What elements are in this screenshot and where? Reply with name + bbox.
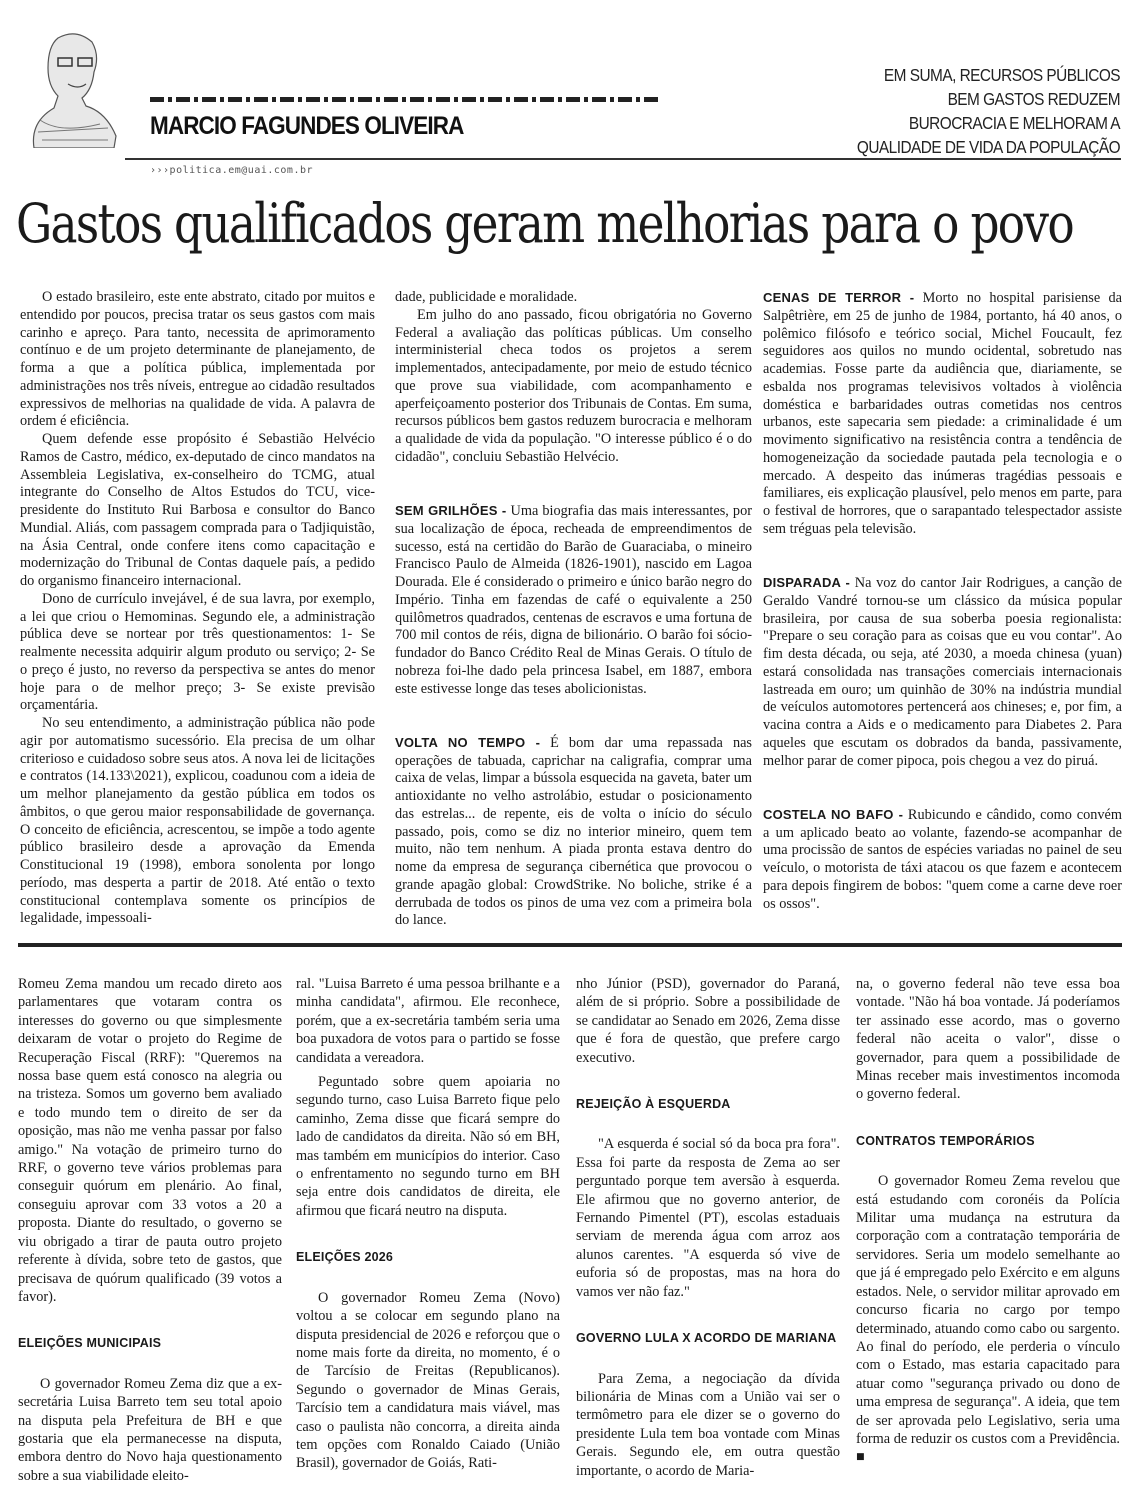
note-disparada	[763, 574, 1122, 770]
tagline-line: BUROCRACIA E MELHORAM A	[908, 113, 1120, 133]
tagline-line: QUALIDADE DE VIDA DA POPULAÇÃO	[856, 137, 1120, 157]
subheading: GOVERNO LULA X ACORDO DE MARIANA	[576, 1331, 837, 1346]
tagline-line: EM SUMA, RECURSOS PÚBLICOS	[883, 65, 1120, 85]
subheading: ELEIÇÕES 2026	[296, 1250, 394, 1265]
paragraph: Romeu Zema mandou um recado direto aos parlamentares que votaram contra os interesses do governo ou que simplesmente deixaram de votar o projeto do Regime de Recuperação Fiscal (RRF): "Queremos na nossa base quem está conosco na alegria ou na tristeza. Somos um governo bem avaliado e todo mundo tem o direito de ser da oposição, mas não me venha passar por falso amigo." Na votação de primeiro turno do RRF, o governo teve vários problemas para conseguir quórum em plenário. Ao final, conseguiu aprovar com 33 votos a 20 a proposta. Diante do resultado, o governo se viu obrigado a tirar de pauta outro projeto referente à dívida, sobre teto de gastos, que precisava de quórum qualificado (39 votos a favor).	[18, 976, 282, 1305]
note-cenas-de-terror	[763, 289, 1122, 539]
note-text: Na voz do cantor Jair Rodrigues, a canção de Geraldo Vandré tornou-se um clássico da música popular brasileira, por causa de sua soberba poesia regionalista: "Prepare o seu coração para as coisas que eu vou contar". Ao fim desta década, ou seja, até 2030, a moeda chinesa (yuan) estará consolidada nas transações comerciais internacionais lastreada em ouro; um quinhão de 30% na indústria mundial de veículos automotores pertencerá aos chineses; e, por fim, a vacina contra a Aids e o medicamento para Diabetes 2. Para aqueles que escutam os dobrados da banda, passivamente, melhor parar de comer pipoca, pois chegou a vez do piruá.	[763, 575, 1122, 769]
note-text: Morto no hospital parisiense da Salpêtrière, em 25 de junho de 1984, portanto, há 40 anos, o polêmico filósofo e teórico social, Michel Foucault, fez seguidores aos quilos no mundo ocidental, sobretudo nas academias. Fosse parte da audiência que, diariamente, se esbalda nos programas televisivos voltados à violência doméstica e barbaridades outras cometidas nos centros urbanos, este sapecaria sem piedade: a criminalidade é um movimento significativo na resistência contra a tendência de homogeneização da sociedade pautada pela tecnologia e o mercado. A despeito das inúmeras tragédias pessoais e familiares, eis explicação plausível, pelo menos em parte, para o festival de horrores, que o sarapantado telespectador assiste sem tréguas pela televisão.	[763, 290, 1122, 537]
paragraph: ral. "Luisa Barreto é uma pessoa brilhante e a minha candidata", afirmou. Ele reconhece, porém, que a ex-secretária também seria uma boa puxadora de votos para o partido se fosse candidata a vereadora.	[296, 976, 560, 1066]
paragraph: "A esquerda é social só da boca pra fora". Essa foi parte da resposta de Zema ao ser perguntado porque tem aversão à esquerda. Ele afirmou que no governo anterior, de Fernando Pimentel (PT), escolas estaduais serviam de merenda água com arroz aos alunos carentes. "A esquerda só vive de euforia só de propostas, mas na hora do vamos ver não faz."	[576, 1136, 840, 1300]
contact-email[interactable]: ›››politica.em@uai.com.br	[150, 165, 314, 176]
section-divider	[18, 943, 1122, 947]
paragraph: Em julho do ano passado, ficou obrigatória no Governo Federal a avaliação das políticas públicas. Um conselho interministerial checa todos os projetos a serem implementados, antecipadamente, por meio de estudo técnico que prove sua viabilidade, com acompanhamento e aperfeiçoamento posterior dos Tribunais de Contas. Em suma, recursos públicos bem gastos reduzem burocracia e melhoram a qualidade de vida da população. "O interesse público é o do cidadão", concluiu Sebastião Helvécio.	[395, 306, 752, 465]
decorative-dashed-rule	[150, 97, 660, 102]
note-costela-no-bafo	[763, 806, 1122, 914]
note-lead: COSTELA NO BAFO -	[763, 806, 904, 822]
note-sem-grilhoes	[395, 502, 752, 698]
paragraph: O estado brasileiro, este ente abstrato, citado por muitos e entendido por poucos, precisa tratar os seus gastos com mais carinho e apreço. Para tanto, necessita de aprimoramento contínuo e de um projeto determinante de planejamento, de forma a que a política pública, implementada por administrações nos três níveis, entregue ao cidadão resultados expressivos de melhorias na qualidade de vida. A palavra de ordem é eficiência.	[20, 289, 375, 430]
bottom-column-4	[856, 975, 1120, 1467]
article-column-1	[20, 289, 375, 928]
paragraph: O governador Romeu Zema revelou que está estudando com coronéis da Polícia Militar uma mudança na estrutura da corporação com a contratação temporária de servidores. Seria um modelo semelhante ao que já é empregado pelo Exército e em alguns estados. Nele, o servidor militar aprovado em concurso ficaria no cargo por tempo determinado, atuando como cabo ou sargento. Ao final do período, ele perderia o vínculo com o Estado, mas estaria capacitado para atuar como "segurança privado ou dono de uma empresa de segurança". A ideia, que tem de ser aprovada pelo Legislativo, seria uma forma de reduzir os custos com a Previdência. ■	[856, 1173, 1120, 1466]
paragraph: Peguntado sobre quem apoiaria no segundo turno, caso Luisa Barreto fique pelo caminho, Zema disse que ficará sempre do lado de candidatos da direita. Não só em BH, mas também em municípios do interior. Caso o enfrentamento no segundo turno em BH seja entre dois candidatos de direita, ele afirmou que ficará neutro na disputa.	[296, 1074, 560, 1219]
paragraph: Para Zema, a negociação da dívida bilionária de Minas com a União vai ser o termômetro para ele dizer se o governo do presidente Lula tem boa vontade com Minas Gerais. Segundo ele, em outra questão importante, o acordo de Maria-	[576, 1370, 840, 1479]
bottom-column-3	[576, 975, 840, 1480]
note-lead: CENAS DE TERROR -	[763, 290, 915, 305]
subheading: REJEIÇÃO À ESQUERDA	[576, 1097, 731, 1112]
tagline-line: BEM GASTOS REDUZEM	[947, 89, 1120, 109]
note-text: Rubicundo e cândido, como convém a um aplicado beato ao volante, fazendo-se acompanhar de uma procissão de santos de espécies variadas no painel de seu veículo, o motorista de táxi atacou os que fazem e acontecem para depois fingirem de bobos: "quem come a carne deve roer os ossos".	[763, 806, 1122, 912]
paragraph: nho Júnior (PSD), governador do Paraná, além de si próprio. Sobre a possibilidade de se candidatar ao Senado em 2026, Zema disse que é fora de questão, que prefere cargo executivo.	[576, 976, 840, 1066]
paragraph: O governador Romeu Zema (Novo) voltou a se colocar em segundo plano na disputa presidencial de 2026 e reforçou que o nome mais forte da direita, no momento, é o de Tarcísio de Freitas (Republicanos). Segundo o governador de Minas Gerais, Tarcísio tem a candidatura mais viável, mas caso o paulista não concorra, a direita ainda tem opções com Ronaldo Caiado (União Brasil), governador de Goiás, Rati-	[296, 1289, 560, 1472]
subheading: CONTRATOS TEMPORÁRIOS	[856, 1133, 1035, 1148]
note-text: É bom dar uma repassada nas operações de tabuada, caprichar na caligrafia, comprar uma caixa de velas, limpar a bússola esquecida na gaveta, bater um antioxidante no velho astrolábio, estudar o posicionamento das estrelas... de repente, eis de volta o início do século passado, pois, como se diz no interior mineiro, quem tem muito, não tem nenhum. A piada pronta estava dentro do nome da empresa de segurança cibernética que provocou o grande apagão global: CrowdStrike. No boliche, strike é a derrubada de todos os pinos de uma vez com a primeira bola do lance.	[395, 734, 752, 929]
note-text: Uma biografia das mais interessantes, por sua localização de época, recheada de empreendimentos de sucesso, está na certidão do Barão de Guaraciaba, o mineiro Francisco Paulo de Almeida (1826-1901), nascido em Lagoa Dourada. Ele é considerado o primeiro e único barão negro do Império. Tinha em fazendas de café o equivalente a 250 quilômetros quadrados, centenas de escravos e uma fortuna de 700 mil contos de réis, digna de bilionário. O barão foi sócio-fundador do Banco Crédito Real de Minas Gerais. O título de nobreza foi-lhe dado pela princesa Isabel, em 1887, embora este estivesse longe das teses abolicionistas.	[395, 503, 752, 697]
note-lead: VOLTA NO TEMPO -	[395, 734, 541, 750]
note-lead: SEM GRILHÕES -	[395, 503, 507, 518]
paragraph: na, o governo federal não teve essa boa vontade. "Não há boa vontade. Já poderíamos ter assinado esse acordo, mas o governo federal não aceita o valor", disse o governador, para quem a possibilidade de Minas receber mais investimentos incomoda o governo federal.	[856, 976, 1120, 1103]
article-headline: Gastos qualificados geram melhorias para o povo	[16, 192, 1074, 255]
bottom-column-2	[296, 975, 560, 1473]
paragraph: Dono de currículo invejável, é de sua lavra, por exemplo, a lei que criou o Hemominas. Segundo ele, a administração pública deve se nortear por três questionamentos: 1- Se realmente necessita adquirir algum produto ou serviço; 2- Se o preço é justo, no reverso da perspectiva se antes do menor hoje para o de melhor preço; 3- Se existe previsão orçamentária.	[20, 590, 375, 714]
columnist-portrait-sketch	[28, 28, 124, 148]
note-lead: DISPARADA -	[763, 575, 851, 590]
columnist-name: MARCIO FAGUNDES OLIVEIRA	[150, 112, 464, 140]
article-column-2	[395, 289, 752, 930]
paragraph: O governador Romeu Zema diz que a ex-secretária Luisa Barreto tem seu total apoio na disputa pela Prefeitura de BH e que gostaria que ela permanecesse na disputa, embora dentro do Novo haja questionamento sobre a sua viabilidade eleito-	[18, 1375, 282, 1484]
paragraph: No seu entendimento, a administração pública não pode agir por automatismo sucessório. Ela precisa de um olhar criterioso e cuidadoso sobre seus atos. A nova lei de licitações e contratos (14.133\2021), explicou, coadunou com a ideia de um melhor planejamento da gestão pública em todos os âmbitos, o que gerou maior responsabilidade de governança. O conceito de eficiência, acrescentou, se impõe a todo agente público brasileiro desde a aprovação da Emenda Constitucional 19 (1998), embora sonolenta por longo período, mas desperta a partir de 2018. Até então o texto constitucional contemplava somente os princípios de legalidade, impessoali-	[20, 715, 375, 927]
paragraph: Quem defende esse propósito é Sebastião Helvécio Ramos de Castro, médico, ex-deputado de cinco mandatos na Assembleia Legislativa, ex-conselheiro do TCMG, atual integrante do Conselho de Altos Estudos do TCU, vice-presidente do Instituto Rui Barbosa e consultor do Banco Mundial. Aliás, com passagem comprada para o Tadjiquistão, na Ásia Central, onde confere itens como capacitação e modernização do Tribunal de Contas daquele país, a pedido do organismo financeiro internacional.	[20, 431, 375, 589]
column-tagline	[821, 63, 1120, 159]
subheading: ELEIÇÕES MUNICIPAIS	[18, 1336, 162, 1351]
bottom-column-1	[18, 975, 282, 1485]
paragraph: dade, publicidade e moralidade.	[395, 289, 578, 305]
article-column-3	[763, 289, 1122, 913]
note-volta-no-tempo	[395, 734, 752, 930]
header-rule	[125, 158, 1121, 160]
